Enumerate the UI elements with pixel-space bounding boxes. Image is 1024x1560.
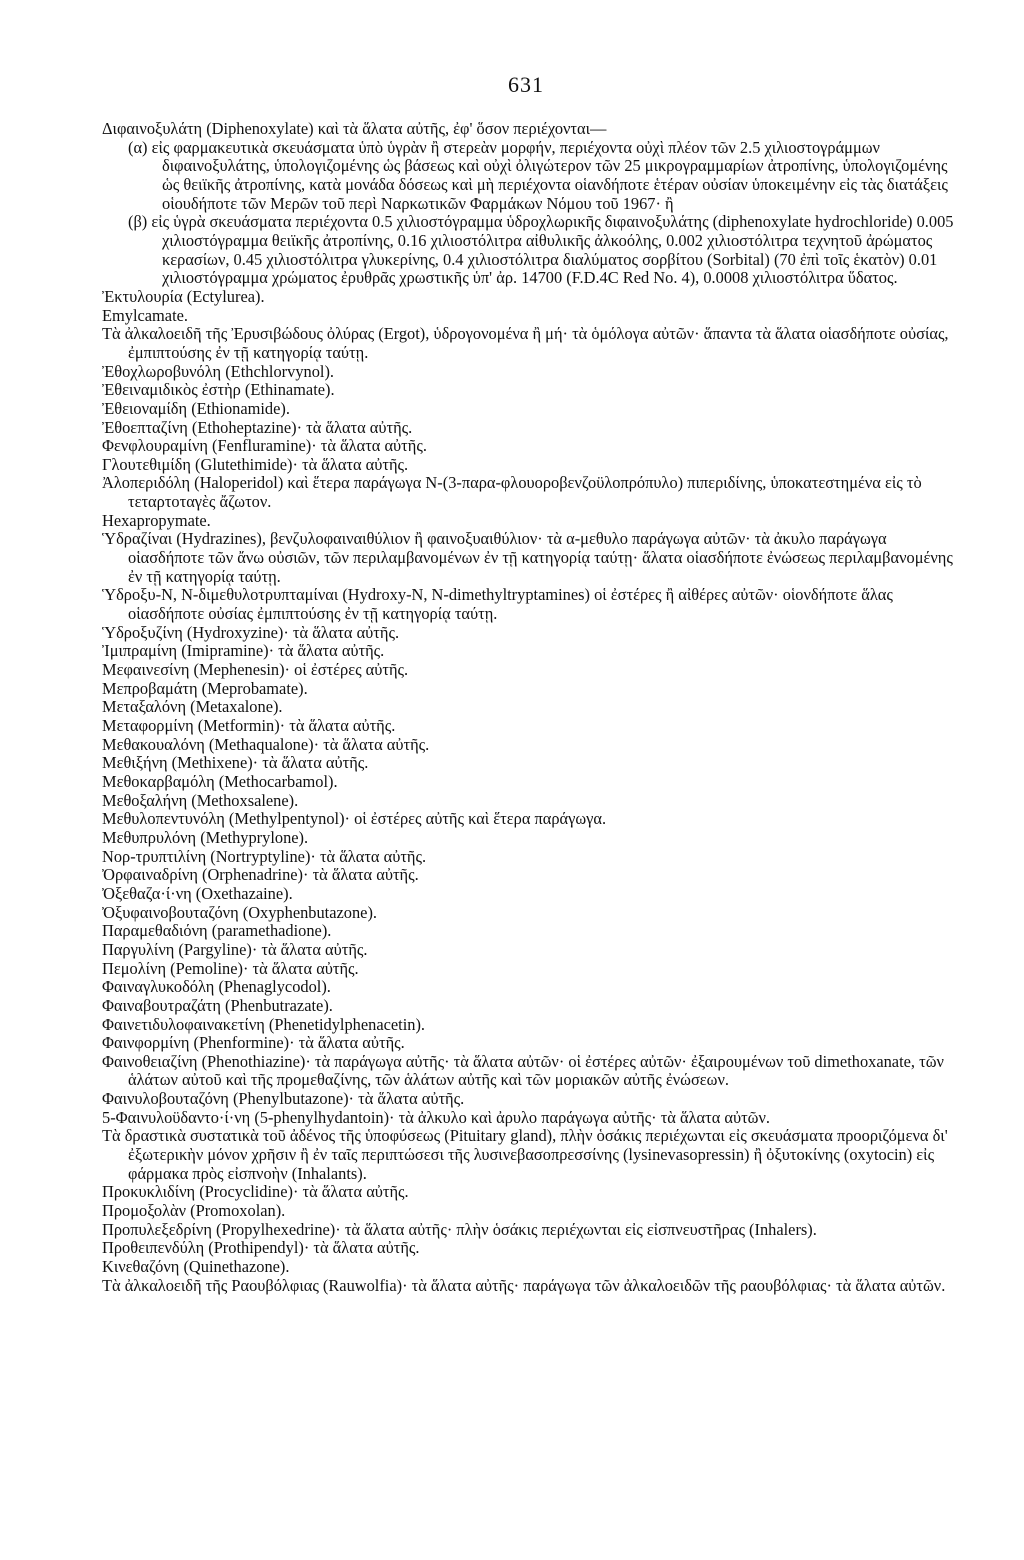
list-item: Προθειπενδύλη (Prothipendyl)· τὰ ἅλατα αὐτῆς.: [102, 1238, 420, 1258]
list-item: Μεθιξήνη (Methixene)· τὰ ἅλατα αὐτῆς.: [102, 753, 369, 773]
list-item: Μεταξαλόνη (Metaxalone).: [102, 697, 283, 717]
list-item: Ὀξυφαινοβουταζόνη (Oxyphenbutazone).: [102, 902, 378, 922]
list-item: Ὑδροξυ-N, N-διμεθυλοτρυπταμίναι (Hydroxy-N, N-dimethyltryptamines) οἱ ἐστέρες ἢ αἰθέρες αὐτῶν· οἱονδήποτε ἅλας οἱασδήποτε οὐσίας ἐμπιπτούσης ἐν τῇ κατηγορίᾳ ταύτῃ.: [102, 585, 893, 624]
list-item: Προπυλεξεδρίνη (Propylhexedrine)· τὰ ἅλατα αὐτῆς· πλὴν ὁσάκις περιέχωνται εἰς εἰσπνευστῆρας (Inhalers).: [102, 1219, 817, 1239]
list-item: Φαινυλοβουταζόνη (Phenylbutazone)· τὰ ἅλατα αὐτῆς.: [102, 1089, 465, 1109]
list-item: Μεθοξαλήνη (Methoxsalene).: [102, 790, 299, 810]
list-item: Φαιναβουτραζάτη (Phenbutrazate).: [102, 995, 333, 1015]
list-item: Ἐθοεπταζίνη (Ethoheptazine)· τὰ ἅλατα αὐτῆς.: [102, 417, 413, 437]
list-item: Φαινοθειαζίνη (Phenothiazine)· τὰ παράγωγα αὐτῆς· τὰ ἅλατα αὐτῶν· οἱ ἐστέρες αὐτῶν· ἐξαιρουμένων τοῦ dimethoxanate, τῶν ἁλάτων αὐτοῦ καὶ τῆς προμεθαζίνης, τῶν ἁλάτων αὐτῆς καὶ τῶν μοριακῶν αὐτῆς ἐνώσεων.: [102, 1051, 944, 1090]
list-item: Φαινφορμίνη (Phenformine)· τὰ ἅλατα αὐτῆς.: [102, 1033, 405, 1053]
list-item: 5-Φαινυλοϋδαντο·ί·νη (5-phenylhydantoin)· τὰ ἀλκυλο καὶ ἀρυλο παράγωγα αὐτῆς· τὰ ἅλατα αὐτῶν.: [102, 1107, 770, 1127]
list-item: Προμοξολὰν (Promoxolan).: [102, 1201, 286, 1221]
list-item: Ἐθειοναμίδη (Ethionamide).: [102, 398, 290, 418]
list-item: Παργυλίνη (Pargyline)· τὰ ἅλατα αὐτῆς.: [102, 939, 368, 959]
list-item: Νορ-τρυπτιλίνη (Nortryptyline)· τὰ ἅλατα αὐτῆς.: [102, 846, 427, 866]
list-item: Ὀρφαιναδρίνη (Orphenadrine)· τὰ ἅλατα αὐτῆς.: [102, 865, 419, 885]
list-item: Φενφλουραμίνη (Fenfluramine)· τὰ ἅλατα αὐτῆς.: [102, 436, 427, 456]
list-item: Μεθοκαρβαμόλη (Methocarbamol).: [102, 771, 338, 791]
list-item: Ἐκτυλουρία (Ectylurea).: [102, 286, 265, 306]
document-body: [102, 120, 954, 1295]
list-item: Ὑδραζίναι (Hydrazines), βενζυλοφαιναιθύλιον ἢ φαινοξυαιθύλιον· τὰ α-μεθυλο παράγωγα αὐτῶν· τὰ ἀκυλο παράγωγα οἱασδήποτε τῶν ἄνω οὐσιῶν, τῶν περιλαμβανομένων ἐν τῇ κατηγορίᾳ ταύτῃ· ἅλατα οἱασδήποτε ἐνώσεως περιλαμβανομένης ἐν τῇ κατηγορίᾳ ταύτῃ.: [102, 529, 953, 586]
page-number: 631: [508, 72, 544, 97]
list-item: Τὰ δραστικὰ συστατικὰ τοῦ ἀδένος τῆς ὑποφύσεως (Pituitary gland), πλὴν ὁσάκις περιέχωνται εἰς σκευάσματα προοριζόμενα δι' ἐξωτερικὴν μόνον χρῆσιν ἢ ἐν ταῖς περιπτώσεσι τῆς λυσινεβασοπρεσσίνης (lysinevasopressin) ἢ ὀξυτοκίνης (oxytocin) εἰς φάρμακα πρὸς εἰσπνοὴν (Inhalants).: [102, 1126, 948, 1183]
list-item: Hexapropymate.: [102, 510, 211, 530]
list-item: Φαινετιδυλοφαινακετίνη (Phenetidylphenacetin).: [102, 1014, 426, 1034]
list-item: Ὑδροξυζίνη (Hydroxyzine)· τὰ ἅλατα αὐτῆς.: [102, 622, 400, 642]
sub-item: (β) εἰς ὑγρὰ σκευάσματα περιέχοντα 0.5 χιλιοστόγραμμα ὑδροχλωρικῆς διφαινοξυλάτης (diphenoxylate hydrochloride) 0.005 χιλιοστόγραμμα θειϊκῆς ἀτροπίνης, 0.16 χιλιοστόλιτρα αἰθυλικῆς ἀλκοόλης, 0.002 χιλιοστόλιτρα τεχνητοῦ ἀρώματος κερασίων, 0.45 χιλιοστόλιτρα γλυκερίνης, 0.4 χιλιοστόλιτρα διαλύματος σορβίτου (Sorbital) (70 ἐπὶ τοῖς ἑκατὸν) 0.01 χιλιοστόγραμμα χρώματος ἐρυθρᾶς χρωστικῆς ὑπ' ἀρ. 14700 (F.D.4C Red No. 4), 0.0008 χιλιοστόλιτρα ὕδατος.: [128, 212, 954, 288]
list-item: Ἀλοπεριδόλη (Haloperidol) καὶ ἕτερα παράγωγα N-(3-παρα-φλουοροβενζοϋλοπρόπυλο) πιπεριδίνης, ὑποκατεστημένα εἰς τὸ τεταρτοταγὲς ἄζωτον.: [102, 473, 922, 512]
list-item: Διφαινοξυλάτη (Diphenoxylate) καὶ τὰ ἅλατα αὐτῆς, ἐφ' ὅσον περιέχονται—: [102, 119, 607, 138]
list-item: Ἰμιπραμίνη (Imipramine)· τὰ ἅλατα αὐτῆς.: [102, 641, 385, 661]
list-item: Προκυκλιδίνη (Procyclidine)· τὰ ἅλατα αὐτῆς.: [102, 1182, 409, 1202]
list-item: Παραμεθαδιόνη (paramethadione).: [102, 921, 332, 941]
list-item: Μεθακουαλόνη (Methaqualone)· τὰ ἅλατα αὐτῆς.: [102, 734, 430, 754]
list-item: Πεμολίνη (Pemoline)· τὰ ἅλατα αὐτῆς.: [102, 958, 359, 978]
list-item: Ἐθειναμιδικὸς ἐστὴρ (Ethinamate).: [102, 380, 335, 400]
list-item: Μεθυλοπεντυνόλη (Methylpentynol)· οἱ ἐστέρες αὐτῆς καὶ ἕτερα παράγωγα.: [102, 809, 607, 829]
list-item: Τὰ ἀλκαλοειδῆ τῆς Ραουβόλφιας (Rauwolfia)· τὰ ἅλατα αὐτῆς· παράγωγα τῶν ἀλκαλοειδῶν τῆς ραουβόλφιας· τὰ ἅλατα αὐτῶν.: [102, 1275, 946, 1295]
list-item: Emylcamate.: [102, 305, 189, 325]
list-item: Γλουτεθιμίδη (Glutethimide)· τὰ ἅλατα αὐτῆς.: [102, 454, 409, 474]
list-item: Μεπροβαμάτη (Meprobamate).: [102, 678, 308, 698]
list-item: Μεθυπρυλόνη (Methyprylone).: [102, 827, 309, 847]
list-item: Ἐθοχλωροβυνόλη (Ethchlorvynol).: [102, 361, 335, 381]
list-item: Μεφαινεσίνη (Mephenesin)· οἱ ἐστέρες αὐτῆς.: [102, 660, 409, 680]
list-item: Μεταφορμίνη (Metformin)· τὰ ἅλατα αὐτῆς.: [102, 716, 396, 735]
list-item: Κινεθαζόνη (Quinethazone).: [102, 1257, 290, 1277]
list-item: Φαιναγλυκοδόλη (Phenaglycodol).: [102, 977, 331, 997]
sub-item: (α) εἰς φαρμακευτικὰ σκευάσματα ὑπὸ ὑγρὰν ἢ στερεὰν μορφήν, περιέχοντα οὐχὶ πλέον τῶν 2.5 χιλιοστογράμμων διφαινοξυλάτης, ὑπολογιζομένης ὡς βάσεως καὶ οὐχὶ ὀλιγώτερον τῶν 25 μικρογραμμαρίων ἀτροπίνης, ὑπολογιζομένης ὡς θειϊκῆς ἀτροπίνης, κατὰ μονάδα δόσεως καὶ μὴ περιέχοντα οἱανδήποτε ἑτέραν οὐσίαν ὑποκειμένην εἰς τὰς διατάξεις οἱουδήποτε τῶν Μερῶν τοῦ περὶ Ναρκωτικῶν Φαρμάκων Νόμου τοῦ 1967· ἢ: [128, 137, 948, 213]
list-item: Τὰ ἀλκαλοειδῆ τῆς Ἐρυσιβώδους ὀλύρας (Ergot), ὑδρογονομένα ἢ μή· τὰ ὁμόλογα αὐτῶν· ἅπαντα τὰ ἅλατα οἱασδήποτε οὐσίας, ἐμπιπτούσης ἐν τῇ κατηγορίᾳ ταύτῃ.: [102, 324, 949, 362]
list-item: Ὀξεθαζα·ί·νη (Oxethazaine).: [102, 883, 293, 903]
